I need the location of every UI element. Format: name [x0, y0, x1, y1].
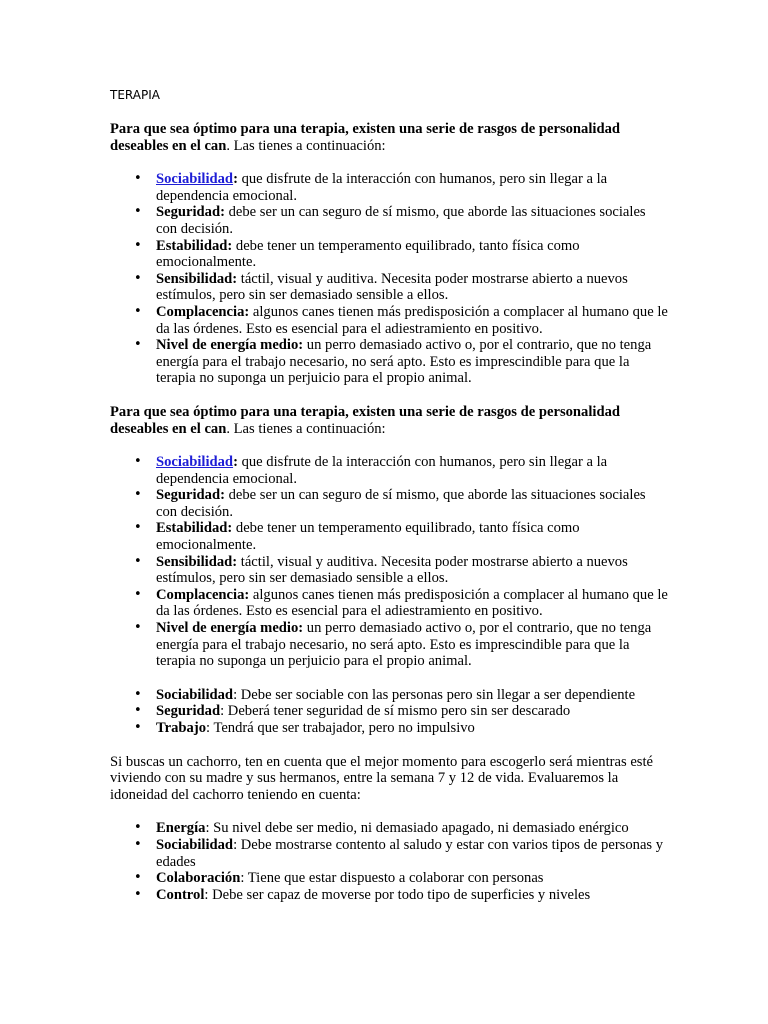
list-item-text: debe tener un temperamento equilibrado, tanto física como emocionalmente.: [156, 237, 580, 271]
puppy-paragraph: Si buscas un cachorro, ten en cuenta que el mejor momento para escogerlo será mientras esté viviendo con su madre y sus hermanos, entre la semana 7 y 12 de vida. Evaluaremos la idoneidad del cachorro teniendo en cuenta:: [110, 753, 654, 803]
list-item-text: : Su nivel debe ser medio, ni demasiado apagado, ni demasiado enérgico: [205, 820, 629, 837]
list-item-term: Nivel de energía medio:: [156, 620, 304, 637]
list-item: [156, 837, 670, 870]
list-item: [156, 720, 670, 737]
list-item: [156, 487, 670, 520]
section2-list: [110, 454, 670, 670]
list-item-term: Seguridad:: [156, 204, 225, 221]
document-heading: TERAPIA: [110, 88, 160, 102]
list-item-text: un perro demasiado activo o, por el contrario, que no tenga energía para el trabajo necesario, no será apto. Esto es imprescindible para que la terapia no suponga un perjuicio para el propio animal.: [156, 337, 652, 387]
list-item-term: Nivel de energía medio:: [156, 337, 304, 354]
list-item-term: Seguridad:: [156, 487, 225, 504]
list-item: [156, 703, 670, 720]
list-item-text: : Debe ser capaz de moverse por todo tipo de superficies y niveles: [204, 886, 591, 903]
list-item-term: Estabilidad:: [156, 237, 233, 254]
list-item-text: : Tiene que estar dispuesto a colaborar con personas: [240, 870, 544, 887]
section1-list: [110, 171, 670, 387]
section3-list: [110, 687, 670, 737]
list-item-text: : Tendrá que ser trabajador, pero no impulsivo: [206, 720, 475, 736]
colon: :: [233, 171, 238, 188]
list-item: [156, 454, 670, 487]
list-item-text: que disfrute de la interacción con humanos, pero sin llegar a la dependencia emocional.: [156, 171, 608, 204]
section1-intro-bold: Para que sea óptimo para una terapia, existen una serie de rasgos de personalidad deseables en el can: [110, 121, 620, 154]
sociabilidad-link[interactable]: Sociabilidad: [156, 171, 234, 188]
section2-intro-rest: . Las tienes a continuación:: [226, 420, 386, 437]
section2-intro-bold: Para que sea óptimo para una terapia, existen una serie de rasgos de personalidad deseables en el can: [110, 403, 620, 437]
list-item: [156, 587, 670, 620]
list-item: [156, 870, 670, 887]
list-item-text: táctil, visual y auditiva. Necesita poder mostrarse abierto a nuevos estímulos, pero sin ser demasiado sensible a ellos.: [156, 270, 628, 304]
colon: :: [233, 454, 238, 471]
list-item-term: Sensibilidad:: [156, 270, 238, 287]
list-item-text: un perro demasiado activo o, por el contrario, que no tenga energía para el trabajo necesario, no será apto. Esto es imprescindible para que la terapia no suponga un perjuicio para el propio animal.: [156, 620, 652, 670]
list-item-term: Colaboración: [156, 870, 241, 887]
section4-list: [110, 820, 670, 903]
section1-intro: [110, 121, 670, 154]
list-item: [156, 304, 670, 337]
list-item-term: Complacencia:: [156, 586, 250, 603]
list-item-term: Trabajo: [156, 720, 206, 736]
sociabilidad-link[interactable]: Sociabilidad: [156, 454, 234, 471]
list-item-text: debe ser un can seguro de sí mismo, que aborde las situaciones sociales con decisión.: [156, 487, 646, 520]
list-item: [156, 271, 670, 304]
list-item-term: Sociabilidad: [156, 686, 234, 703]
section1-intro-rest: . Las tienes a continuación:: [226, 137, 386, 154]
list-item-text: debe ser un can seguro de sí mismo, que aborde las situaciones sociales con decisión.: [156, 204, 646, 237]
list-item-term: Estabilidad:: [156, 520, 233, 537]
list-item: [156, 620, 670, 670]
list-item-text: : Debe ser sociable con las personas pero sin llegar a ser dependiente: [233, 686, 636, 703]
list-item-term: Control: [156, 886, 205, 903]
document-page: [110, 87, 670, 920]
list-item: [156, 204, 670, 237]
list-item-text: táctil, visual y auditiva. Necesita poder mostrarse abierto a nuevos estímulos, pero sin ser demasiado sensible a ellos.: [156, 553, 628, 587]
list-item: [156, 337, 670, 387]
list-item-term: Sensibilidad:: [156, 553, 238, 570]
list-item-text: : Debe mostrarse contento al saludo y estar con varios tipos de personas y edades: [156, 836, 664, 870]
list-item: [156, 687, 670, 704]
list-item: [156, 820, 670, 837]
list-item: [156, 554, 670, 587]
list-item: [156, 887, 670, 904]
list-item-term: Sociabilidad: [156, 836, 234, 853]
list-item-term: Seguridad: [156, 703, 221, 720]
list-item-term: Complacencia:: [156, 303, 250, 320]
list-item-text: algunos canes tienen más predisposición a complacer al humano que le da las órdenes. Esto es esencial para el adiestramiento en positivo.: [156, 303, 668, 337]
list-item: [156, 238, 670, 271]
list-item-text: que disfrute de la interacción con humanos, pero sin llegar a la dependencia emocional.: [156, 454, 608, 487]
list-item-term: Energía: [156, 820, 206, 837]
section2-intro: [110, 404, 670, 437]
list-item: [156, 171, 670, 204]
list-item-text: debe tener un temperamento equilibrado, tanto física como emocionalmente.: [156, 520, 580, 554]
list-item-text: algunos canes tienen más predisposición a complacer al humano que le da las órdenes. Esto es esencial para el adiestramiento en positivo.: [156, 586, 668, 620]
list-item-text: : Deberá tener seguridad de sí mismo pero sin ser descarado: [220, 703, 571, 720]
list-item: [156, 520, 670, 553]
